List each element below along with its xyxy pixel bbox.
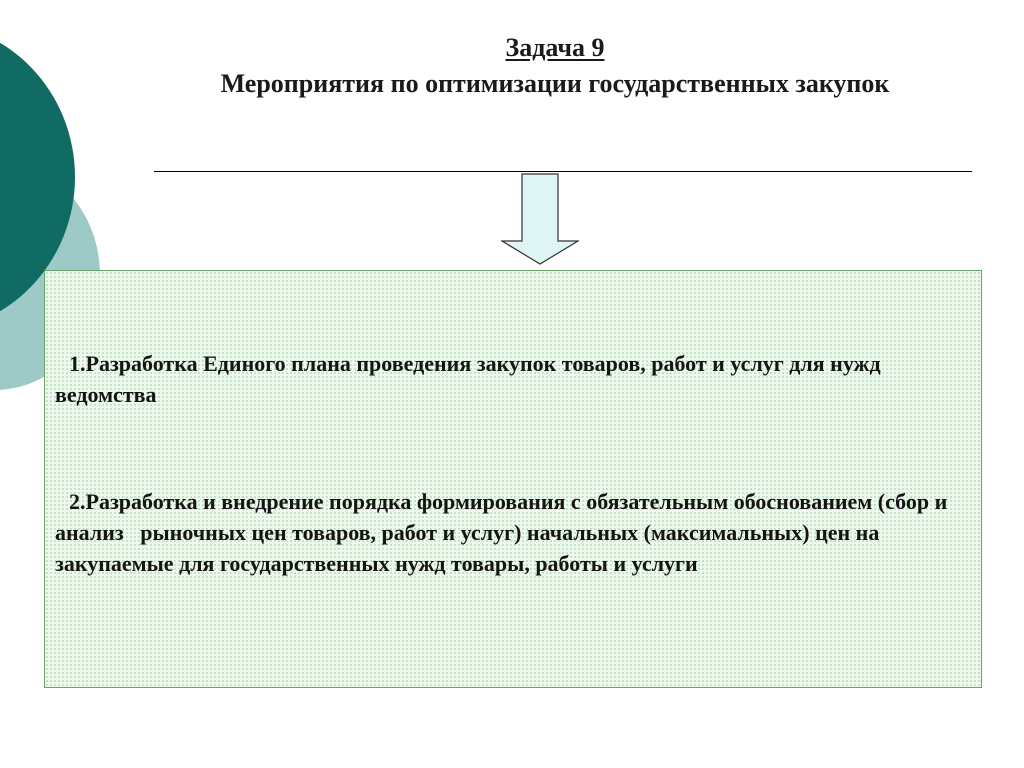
down-arrow-icon [501,173,579,265]
list-item-text: 2.Разработка и внедрение порядка формирования с обязательным обоснованием (сбор и анализ рыночных цен товаров, работ и услуг) начальных (максимальных) цен на закупаемые для государственных нужд товары, работы и услуги [55,489,953,576]
task-number-heading: Задача 9 [505,33,605,62]
slide-title [40,30,1024,102]
list-item-text: 1.Разработка Единого плана проведения закупок товаров, работ и услуг для нужд ведомства [55,351,881,407]
list-item [55,348,961,410]
divider-line [154,171,972,172]
task-title-heading: Мероприятия по оптимизации государственных закупок [220,69,890,98]
list-item [55,486,961,579]
measures-box [44,270,982,688]
